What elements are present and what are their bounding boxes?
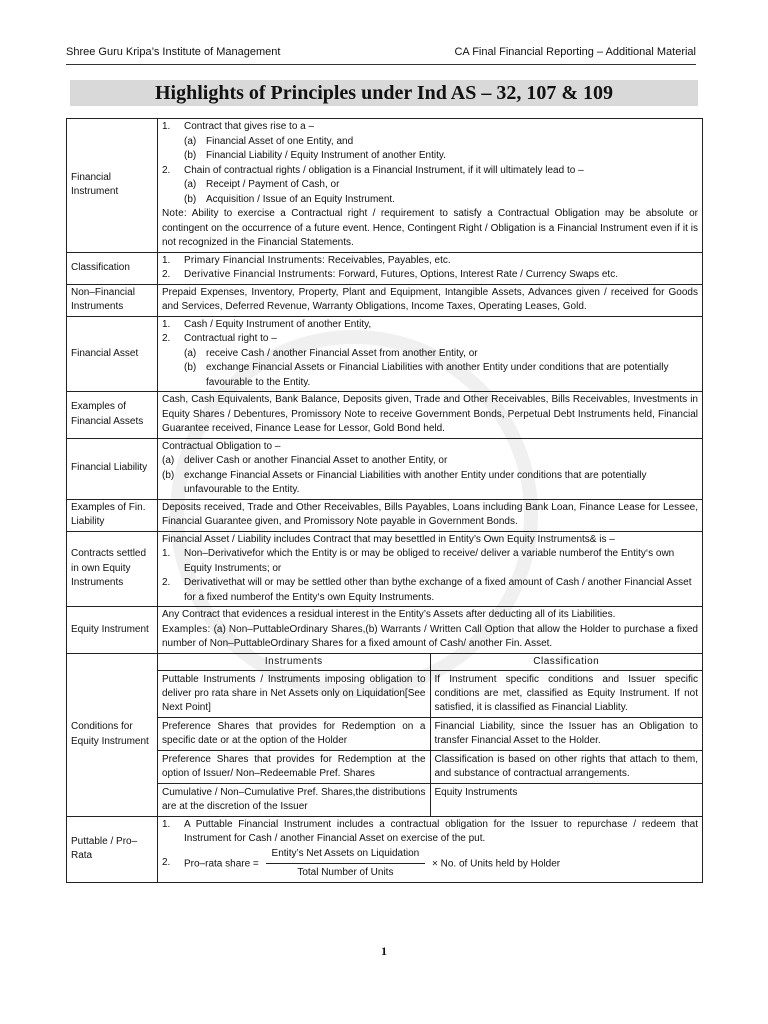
note-paragraph xyxy=(162,207,698,251)
conditions-table xyxy=(158,654,702,816)
row-label: Contracts settled in own Equity Instruments xyxy=(67,531,158,607)
table-row xyxy=(67,284,703,316)
list-text: Financial Asset of one Entity, and xyxy=(206,135,354,147)
examples-label: Examples: xyxy=(162,623,211,635)
list-text: Financial Liability / Equity Instrument of another Entity. xyxy=(206,150,446,161)
row-content xyxy=(158,607,703,654)
table-row xyxy=(67,392,703,439)
list-number: 2. xyxy=(162,269,171,280)
list-text: exchange Financial Assets or Financial Liabilities with another Entity under conditions that are potentially favourable to the Entity. xyxy=(206,362,669,388)
list-number: 1. xyxy=(162,318,171,330)
formula-lhs: Pro–rata share = xyxy=(184,858,259,870)
list-text: Receivables, Payables, etc. xyxy=(327,254,451,266)
list-intro: Contractual Obligation to – xyxy=(162,440,281,452)
title-bar xyxy=(70,80,698,106)
table-row xyxy=(67,119,703,253)
row-label: Equity Instrument xyxy=(67,607,158,654)
fraction-numerator: Entity’s Net Assets on Liquidation xyxy=(266,847,426,865)
formula-multiplier: × No. of Units held by Holder xyxy=(432,858,561,870)
row-content xyxy=(158,438,703,499)
row-label: Financial Instrument xyxy=(67,119,158,253)
list-number: 2. xyxy=(162,577,171,588)
table-cell: Financial Liability, since the Issuer has an Obligation to transfer Financial Asset to the Holder. xyxy=(430,717,702,750)
principles-table xyxy=(66,118,703,883)
list-number: 2. xyxy=(162,164,171,176)
formula xyxy=(184,847,698,881)
row-label: Conditions for Equity Instrument xyxy=(67,653,158,816)
list-text: Contract that gives rise to a – xyxy=(184,121,315,132)
definition-text: Any Contract that evidences a residual interest in the Entity’s Assets after deducting all of its Liabilities. xyxy=(162,609,616,620)
list-number: 1. xyxy=(162,254,171,266)
column-header: Classification xyxy=(430,654,702,671)
table-cell: If Instrument specific conditions and Issuer specific conditions are met, classified as Equity Instrument. If not satisfied, it is classified as Financial Liablity. xyxy=(430,670,702,717)
list-text: Forward, Futures, Options, Interest Rate / Currency Swaps etc. xyxy=(338,269,618,280)
table-row xyxy=(67,816,703,882)
row-label: Financial Liability xyxy=(67,438,158,499)
row-label: Puttable / Pro–Rata xyxy=(67,816,158,882)
table-cell: Equity Instruments xyxy=(430,783,702,816)
row-content xyxy=(158,816,703,882)
list-text: Non–Derivativefor which the Entity is or may be obliged to receive/ deliver a variable numberof the Entity‘s own Equity Instruments; or xyxy=(184,548,675,574)
list-letter: (a) xyxy=(184,179,197,190)
list-letter: (a) xyxy=(162,455,175,466)
list-text: exchange Financial Assets or Financial Liabilities with another Entity under conditions that are potentially unfavourable to the Entity. xyxy=(184,469,647,495)
list-text: Receipt / Payment of Cash, or xyxy=(206,179,340,190)
table-row xyxy=(67,252,703,284)
list-number: 1. xyxy=(162,548,171,559)
page-title: Highlights of Principles under Ind AS – 32, 107 & 109 xyxy=(154,82,614,104)
formula-fraction xyxy=(266,847,426,881)
row-content xyxy=(158,653,703,816)
row-label: Non–Financial Instruments xyxy=(67,284,158,316)
term-label: Primary Financial Instruments: xyxy=(184,254,326,266)
list-text: Chain of contractual rights / obligation is a Financial Instrument, if it will ultimately lead to – xyxy=(184,164,584,176)
table-row xyxy=(158,717,702,750)
list-number: 1. xyxy=(162,818,171,830)
table-row xyxy=(158,670,702,717)
table-row xyxy=(158,750,702,783)
list-number: 1. xyxy=(162,121,171,132)
list-number: 2. xyxy=(162,333,171,344)
table-cell: Cumulative / Non–Cumulative Pref. Shares,the distributions are at the discretion of the Issuer xyxy=(158,783,430,816)
table-row xyxy=(67,653,703,816)
page-number: 1 xyxy=(381,944,387,958)
table-row xyxy=(67,316,703,392)
table-row xyxy=(67,531,703,607)
table-row xyxy=(67,607,703,654)
header-divider xyxy=(66,64,696,65)
row-content: Cash, Cash Equivalents, Bank Balance, Deposits given, Trade and Other Receivables, Bills Receivables, Investments in Equity Shares / Debentures, Promissory Note to receive Government Bonds, Perpetual Debt Instruments held, Financial Guarantee received, Finance Lease for Lessor, Gold Bond held. xyxy=(158,392,703,439)
fraction-denominator: Total Number of Units xyxy=(297,867,394,878)
table-cell: Preference Shares that provides for Redemption on a specific date or at the option of the Holder xyxy=(158,717,430,750)
list-text: Cash / Equity Instrument of another Entity, xyxy=(184,318,372,330)
list-letter: (b) xyxy=(184,193,197,205)
page-header xyxy=(66,46,696,64)
list-letter: (b) xyxy=(184,150,197,161)
row-label: Examples of Financial Assets xyxy=(67,392,158,439)
list-text: Contractual right to – xyxy=(184,333,277,344)
note-label: Note: xyxy=(162,208,187,219)
row-content xyxy=(158,316,703,392)
row-content xyxy=(158,252,703,284)
table-row xyxy=(67,499,703,531)
table-cell: Preference Shares that provides for Redemption at the option of Issuer/ Non–Redeemable Pref. Shares xyxy=(158,750,430,783)
list-intro: Financial Asset / Liability includes Contract that may besettled in Entity’s Own Equity Instruments& is – xyxy=(162,533,615,545)
list-text: Acquisition / Issue of an Equity Instrument. xyxy=(206,193,395,205)
list-letter: (a) xyxy=(184,347,197,359)
term-label: Derivative Financial Instruments: xyxy=(184,269,336,280)
header-subject: CA Final Financial Reporting – Additional Material xyxy=(454,46,696,58)
table-row xyxy=(158,783,702,816)
row-content: Deposits received, Trade and Other Receivables, Bills Payables, Loans including Bank Loan, Finance Lease for Lessee, Financial Guarantee given, and Promissory Note payable in Government Bonds. xyxy=(158,499,703,531)
list-letter: (b) xyxy=(162,469,175,481)
table-cell: Classification is based on other rights that attach to them, and substance of contractual arrangements. xyxy=(430,750,702,783)
row-label: Financial Asset xyxy=(67,316,158,392)
list-text: A Puttable Financial Instrument includes a contractual obligation for the Issuer to repurchase / redeem that Instrument for Cash / another Financial Asset on exercise of the put. xyxy=(184,818,698,844)
list-text: deliver Cash or another Financial Asset to another Entity, or xyxy=(184,455,448,466)
row-content: Prepaid Expenses, Inventory, Property, Plant and Equipment, Intangible Assets, Advances given / received for Goods and Services, Deferred Revenue, Warranty Obligations, Income Taxes, Operating Leases, Gold. xyxy=(158,284,703,316)
header-institute: Shree Guru Kripa’s Institute of Management xyxy=(66,46,281,58)
table-cell: Puttable Instruments / Instruments imposing obligation to deliver pro rata share in Net Assets only on Liquidation[See Next Point] xyxy=(158,670,430,717)
column-header: Instruments xyxy=(158,654,430,671)
list-letter: (b) xyxy=(184,362,197,373)
table-header-row xyxy=(158,654,702,671)
list-number: 2. xyxy=(162,857,171,869)
row-content xyxy=(158,119,703,253)
row-label: Examples of Fin. Liability xyxy=(67,499,158,531)
examples-text: (a) Non–PuttableOrdinary Shares,(b) Warrants / Written Call Option that allow the Holder to purchase a fixed number of Non–PuttableOrdinary Shares for a fixed amount of Cash/ another Fin. Asset. xyxy=(162,623,698,649)
list-text: Derivativethat will or may be settled other than bythe exchange of a fixed amount of Cash / another Financial Asset for a fixed numberof the Entity‘s own Equity Instruments. xyxy=(184,577,692,603)
row-content xyxy=(158,531,703,607)
list-letter: (a) xyxy=(184,135,197,147)
table-row xyxy=(67,438,703,499)
note-text: Ability to exercise a Contractual right / requirement to satisfy a Contractual Obligation may be absolute or contingent on the occurrence of a future event. Hence, Contingent Right / Obligation is a Financial Instrument even if it is not recognized in the Financial Statements. xyxy=(162,208,698,248)
row-label: Classification xyxy=(67,252,158,284)
list-text: receive Cash / another Financial Asset from another Entity, or xyxy=(206,347,478,359)
